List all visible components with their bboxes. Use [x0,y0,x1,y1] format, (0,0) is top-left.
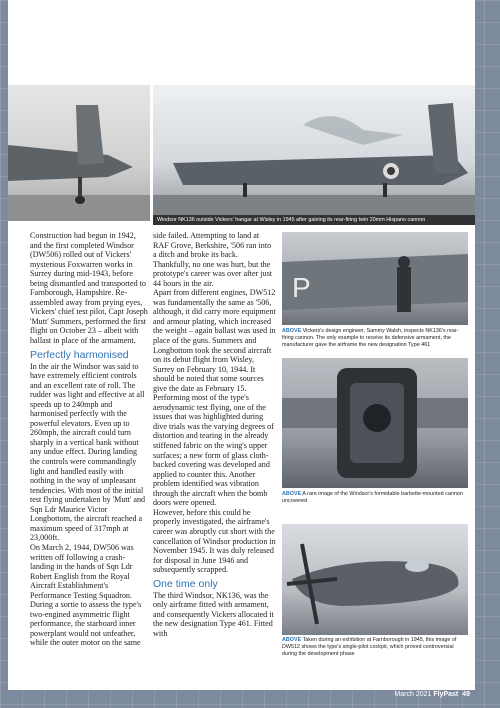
top-photo-caption: Windsor NK136 outside Vickers' hangar at Wisley in 1945 after gaining its rear-firing twin 20mm Hispano cannon [153,215,475,225]
photo-barbette-cannon [282,358,468,488]
page-footer [394,691,470,698]
magazine-page [8,0,475,690]
caption-text: Taken during an exhibition at Farnborough in 1945, this image of DW512 shows the type's single-pilot cockpit, which proved controversial during the development phase [282,637,457,657]
photo-engineer-with-cannon [282,232,468,325]
article-column-1 [30,231,148,648]
page-number: 49 [462,691,470,698]
magazine-name: FlyPast [433,691,459,698]
paragraph: Performing most of the type's aerodynamic test flying, one of the issues that was highlighted during dive trials was the varying degrees of distortion and tearing in the already stiffened fabric on the wing's upper surfaces; a new form of glass cloth-backed covering was developed and applied to counter this. Another problem identified was vibration through the aircraft when the bomb doors were opened. [153,393,274,508]
paragraph: side failed. Attempting to land at RAF Grove, Berkshire, '506 ran into a ditch and broke its back. Thankfully, no one was hurt, but the prototype's career was over after just 44 hours in the air. [153,231,272,288]
svg-text:P: P [292,272,311,303]
photo-windsor-at-wisley [153,85,475,225]
photo-caption-1 [282,328,468,348]
paragraph: In the air the Windsor was said to have extremely efficient controls and an excellent rate of roll. The rudder was light and effective at all speeds up to 240mph and harmonised perfectly with the powerful elevators. Even up to 260mph, the aircraft could turn sharply in a vertical bank without any undue effect. During landing the controls were commandingly light and handled easily with nothing in the way of unpleasant tendencies. With most of the initial test flying undertaken by 'Mutt' and Sqn Ldr Maurice Victor Longbottom, the aircraft reached a maximum speed of 317mph at 23,000ft. [30,361,146,543]
section-heading: Perfectly harmonised [30,348,129,361]
paragraph: However, before this could be properly investigated, the airframe's career was abruptly cut short with the cancellation of Windsor production in November 1945. It was duly released for disposal in June 1946 and subsequently scrapped. [153,507,276,575]
paragraph: Construction had begun in 1942, and the first completed Windsor (DW506) rolled out of Vickers' mysterious Foxwarren works in Surrey during mid-1943, before being dismantled and transported to Farnborough, Hampshire. Re-assembled away from prying eyes, Vickers' chief test pilot, Capt Joseph 'Mutt' Summers, performed the first flight on October 23 – albeit with ballast in place of the armament. [30,231,148,346]
photo-dw512-cockpit [282,524,468,635]
photo-caption-2 [282,491,468,505]
section-heading: One time only [153,577,218,590]
caption-tag: ABOVE [282,637,302,643]
article-column-2 [153,231,276,638]
caption-text: Vickers's design engineer, Sammy Walsh, inspects NK136's rear-firing cannon. The only example to receive its defensive armament, the manufacturer gave the airframe the new designation Type 461 [282,328,459,348]
issue-date: March 2021 [394,691,432,698]
caption-tag: ABOVE [282,491,302,497]
paragraph: On March 2, 1944, DW506 was written off following a crash-landing in the hands of Sqn Ldr Robert English from the Royal Aircraft Establishment's Performance Testing Squadron. During a sortie to assess the type's two-engined asymmetric flight performance, the starboard inner powerplant would not unfeather, while the outer motor on the same [30,542,142,648]
photo-caption-3 [282,637,468,657]
photo-aircraft-tail-left [8,85,150,221]
caption-tag: ABOVE [282,328,302,334]
caption-text: A rare image of the Windsor's formidable barbette-mounted cannon uncovered [282,491,463,504]
paragraph: The third Windsor, NK136, was the only airframe fitted with armament, and consequently Vickers allocated it the new designation Type 461. Fitted with [153,590,274,638]
paragraph: Apart from different engines, DW512 was fundamentally the same as '506, although, it did carry more equipment and armour plating, which increased the weight – again ballast was used in place of the guns. Summers and Longbottom took the second aircraft on its debut flight from Wisley, Surrey on February 10, 1944. It should be noted that some sources give the date as February 15. [153,288,276,393]
